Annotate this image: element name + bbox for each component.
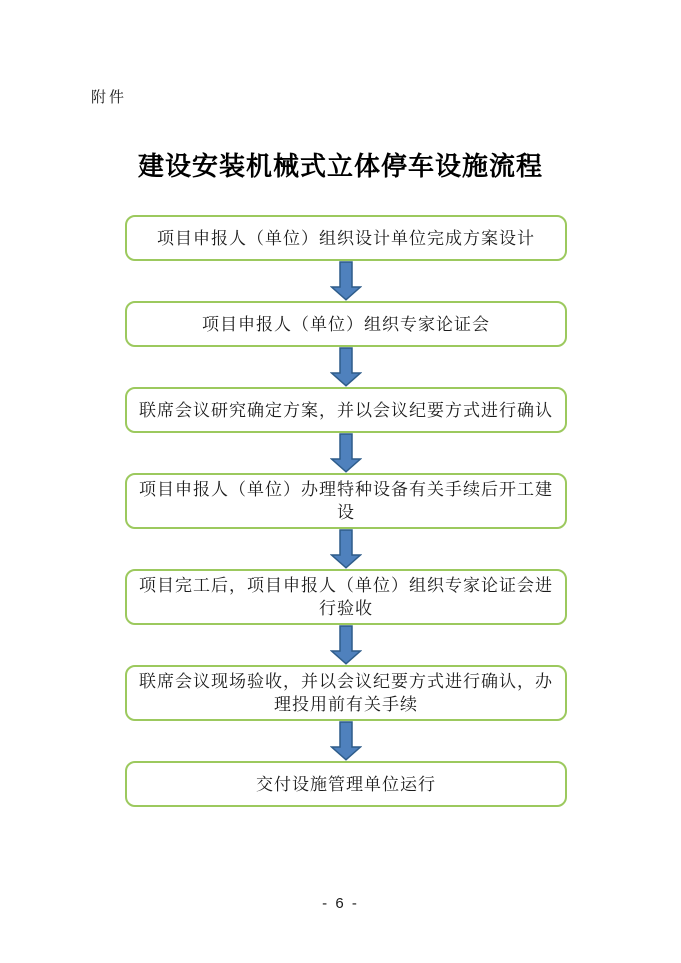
flow-step-label: 联席会议研究确定方案，并以会议纪要方式进行确认 — [139, 400, 553, 420]
down-arrow-icon — [330, 347, 362, 387]
attachment-label: 附件 — [91, 90, 128, 106]
flow-step-4 — [125, 473, 567, 529]
flow-step-label: 联席会议现场验收，并以会议纪要方式进行确认，办理投用前有关手续 — [139, 672, 553, 714]
flow-step-2 — [125, 301, 567, 347]
flow-step-6 — [125, 665, 567, 721]
flow-step-7 — [125, 761, 567, 807]
flowchart — [125, 215, 567, 807]
down-arrow-icon — [330, 721, 362, 761]
flow-step-label: 项目申报人（单位）办理特种设备有关手续后开工建设 — [139, 480, 553, 522]
down-arrow-icon — [330, 433, 362, 473]
flow-step-label: 项目申报人（单位）组织设计单位完成方案设计 — [157, 228, 535, 248]
flow-step-label: 项目申报人（单位）组织专家论证会 — [202, 314, 490, 334]
flow-step-3 — [125, 387, 567, 433]
flow-step-5 — [125, 569, 567, 625]
flow-step-label: 项目完工后，项目申报人（单位）组织专家论证会进行验收 — [139, 576, 553, 618]
page-number: - 6 - — [322, 895, 359, 912]
flow-step-1 — [125, 215, 567, 261]
flow-step-label: 交付设施管理单位运行 — [256, 774, 436, 794]
down-arrow-icon — [330, 529, 362, 569]
down-arrow-icon — [330, 625, 362, 665]
page-title: 建设安装机械式立体停车设施流程 — [137, 152, 543, 181]
down-arrow-icon — [330, 261, 362, 301]
